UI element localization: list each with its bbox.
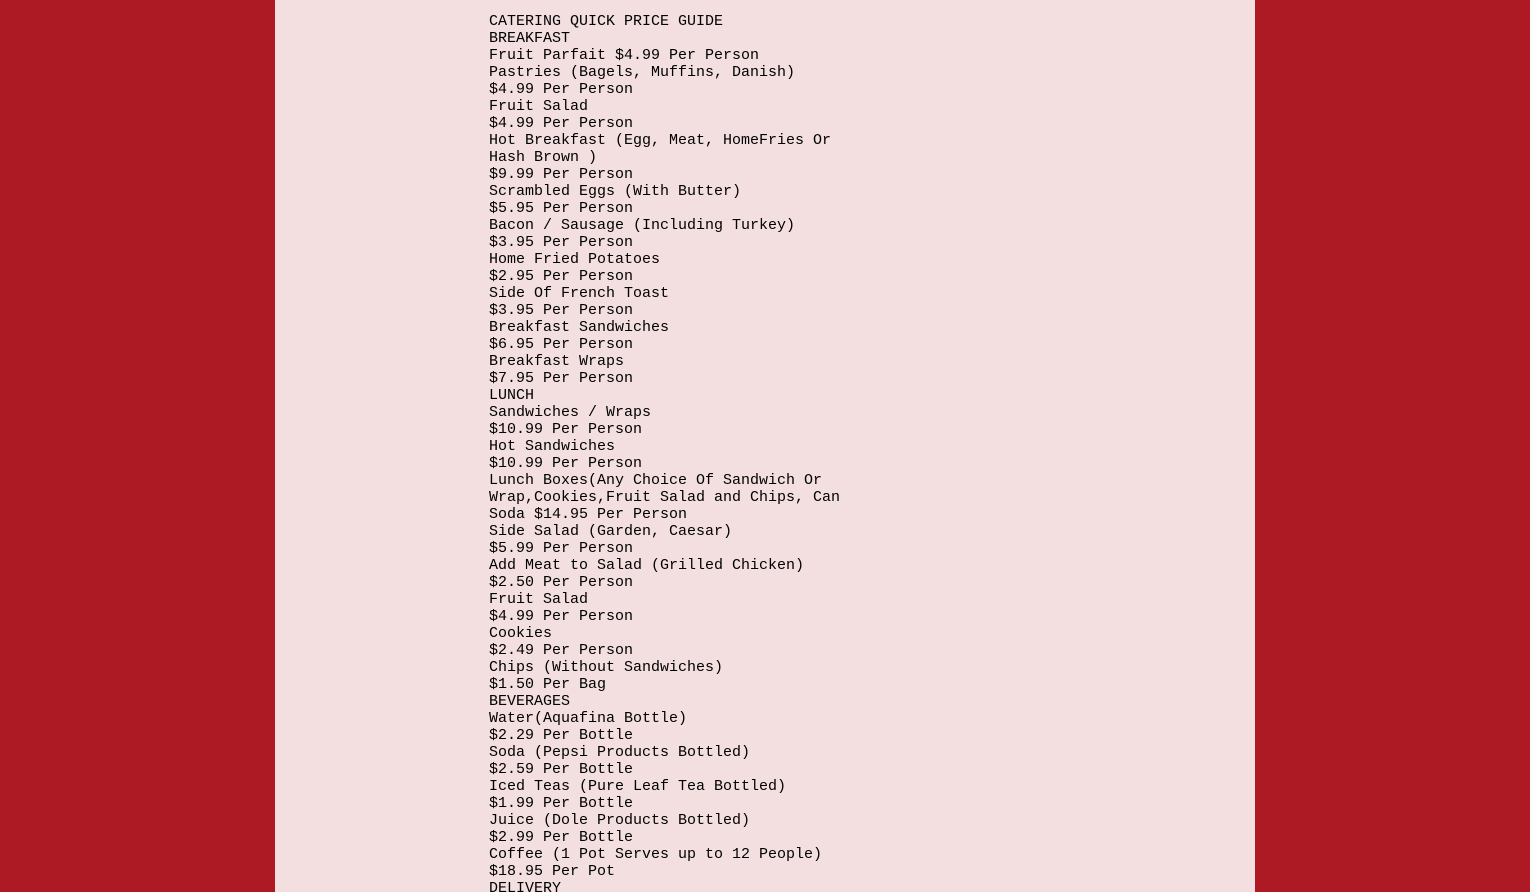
guide-line: $2.29 Per Bottle [489,727,634,744]
guide-line: Wrap,Cookies,Fruit Salad and Chips, Can [489,489,841,506]
section-heading-lunch: LUNCH [489,387,535,404]
guide-line: $2.50 Per Person [489,574,634,591]
guide-line: Scrambled Eggs (With Butter) [489,183,742,200]
section-heading-breakfast: BREAKFAST [489,30,571,47]
guide-line: $1.50 Per Bag [489,676,607,693]
guide-line: Breakfast Sandwiches [489,319,670,336]
guide-line: Side Salad (Garden, Caesar) [489,523,733,540]
price-guide [489,13,909,892]
guide-line: $2.99 Per Bottle [489,829,634,846]
guide-line: $6.95 Per Person [489,336,634,353]
guide-line: Iced Teas (Pure Leaf Tea Bottled) [489,778,787,795]
guide-line: $4.99 Per Person [489,115,634,132]
content-panel [275,0,1255,892]
guide-line: $1.99 Per Bottle [489,795,634,812]
guide-line: Lunch Boxes(Any Choice Of Sandwich Or [489,472,823,489]
guide-line: $2.49 Per Person [489,642,634,659]
guide-title: CATERING QUICK PRICE GUIDE [489,13,724,30]
guide-line: Hot Sandwiches [489,438,616,455]
guide-line: Coffee (1 Pot Serves up to 12 People) [489,846,823,863]
guide-line: $18.95 Per Pot [489,863,616,880]
guide-line: Sandwiches / Wraps [489,404,652,421]
guide-line: $10.99 Per Person [489,455,643,472]
guide-line: Hash Brown ) [489,149,598,166]
guide-line: $4.99 Per Person [489,81,634,98]
guide-line: Water(Aquafina Bottle) [489,710,688,727]
guide-line: Fruit Parfait $4.99 Per Person [489,47,760,64]
guide-line: $9.99 Per Person [489,166,634,183]
guide-line: Bacon / Sausage (Including Turkey) [489,217,796,234]
guide-line: $3.95 Per Person [489,302,634,319]
guide-line: Soda $14.95 Per Person [489,506,688,523]
guide-line: $3.95 Per Person [489,234,634,251]
guide-line: Home Fried Potatoes [489,251,661,268]
guide-line: $2.95 Per Person [489,268,634,285]
section-heading-beverages: BEVERAGES [489,693,571,710]
guide-line: Add Meat to Salad (Grilled Chicken) [489,557,805,574]
guide-line: Juice (Dole Products Bottled) [489,812,751,829]
guide-line: $10.99 Per Person [489,421,643,438]
guide-line: Pastries (Bagels, Muffins, Danish) [489,64,796,81]
guide-line: $5.99 Per Person [489,540,634,557]
guide-line: Fruit Salad [489,591,589,608]
guide-line: Soda (Pepsi Products Bottled) [489,744,751,761]
guide-line: $4.99 Per Person [489,608,634,625]
guide-line: Hot Breakfast (Egg, Meat, HomeFries Or [489,132,832,149]
guide-line: Fruit Salad [489,98,589,115]
guide-line: $2.59 Per Bottle [489,761,634,778]
guide-line: Side Of French Toast [489,285,670,302]
section-heading-delivery: DELIVERY [489,880,562,892]
guide-line: Chips (Without Sandwiches) [489,659,724,676]
guide-line: $5.95 Per Person [489,200,634,217]
guide-line: $7.95 Per Person [489,370,634,387]
guide-line: Cookies [489,625,553,642]
guide-line: Breakfast Wraps [489,353,625,370]
